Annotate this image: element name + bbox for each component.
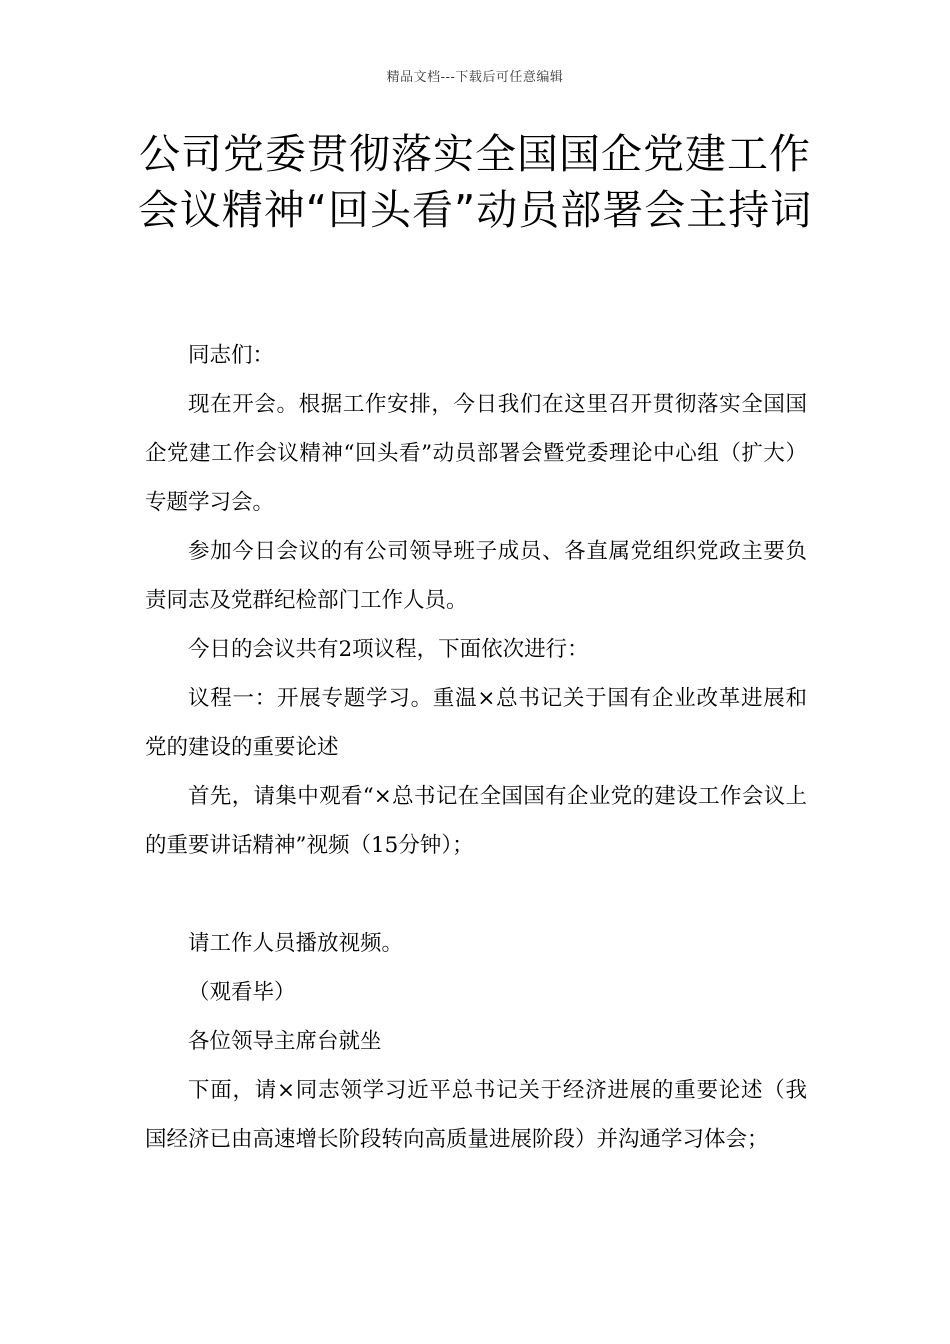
paragraph-agenda-one: 议程一：开展专题学习。重温×总书记关于国有企业改革进展和党的建设的重要论述 [145,686,807,760]
paragraph: （观看毕） [188,980,296,1005]
paragraph: 参加今日会议的有公司领导班子成员、各直属党组织党政主要负责同志及党群纪检部门工作人员。 [145,539,807,613]
paragraph: 各位领导主席台就坐 [188,1029,382,1054]
paragraph: 下面，请×同志领学习近平总书记关于经济进展的重要论述（我国经济已由高速增长阶段转向高质量进展阶段）并沟通学习体会； [145,1078,807,1152]
paragraph: 今日的会议共有2项议程，下面依次进行： [188,637,589,662]
document-body [145,331,807,1164]
paragraph-greeting: 同志们： [188,343,275,368]
paragraph: 请工作人员播放视频。 [188,931,404,956]
paragraph: 首先，请集中观看“×总书记在全国国有企业党的建设工作会议上的重要讲话精神”视频（15分钟）； [145,784,807,858]
header-note: 精品文档---下载后可任意编辑 [386,70,564,85]
document-title: 公司党委贯彻落实全国国企党建工作会议精神“回头看”动员部署会主持词 [137,130,813,234]
paragraph: 现在开会。根据工作安排，今日我们在这里召开贯彻落实全国国企党建工作会议精神“回头看”动员部署会暨党委理论中心组（扩大）专题学习会。 [145,392,807,515]
